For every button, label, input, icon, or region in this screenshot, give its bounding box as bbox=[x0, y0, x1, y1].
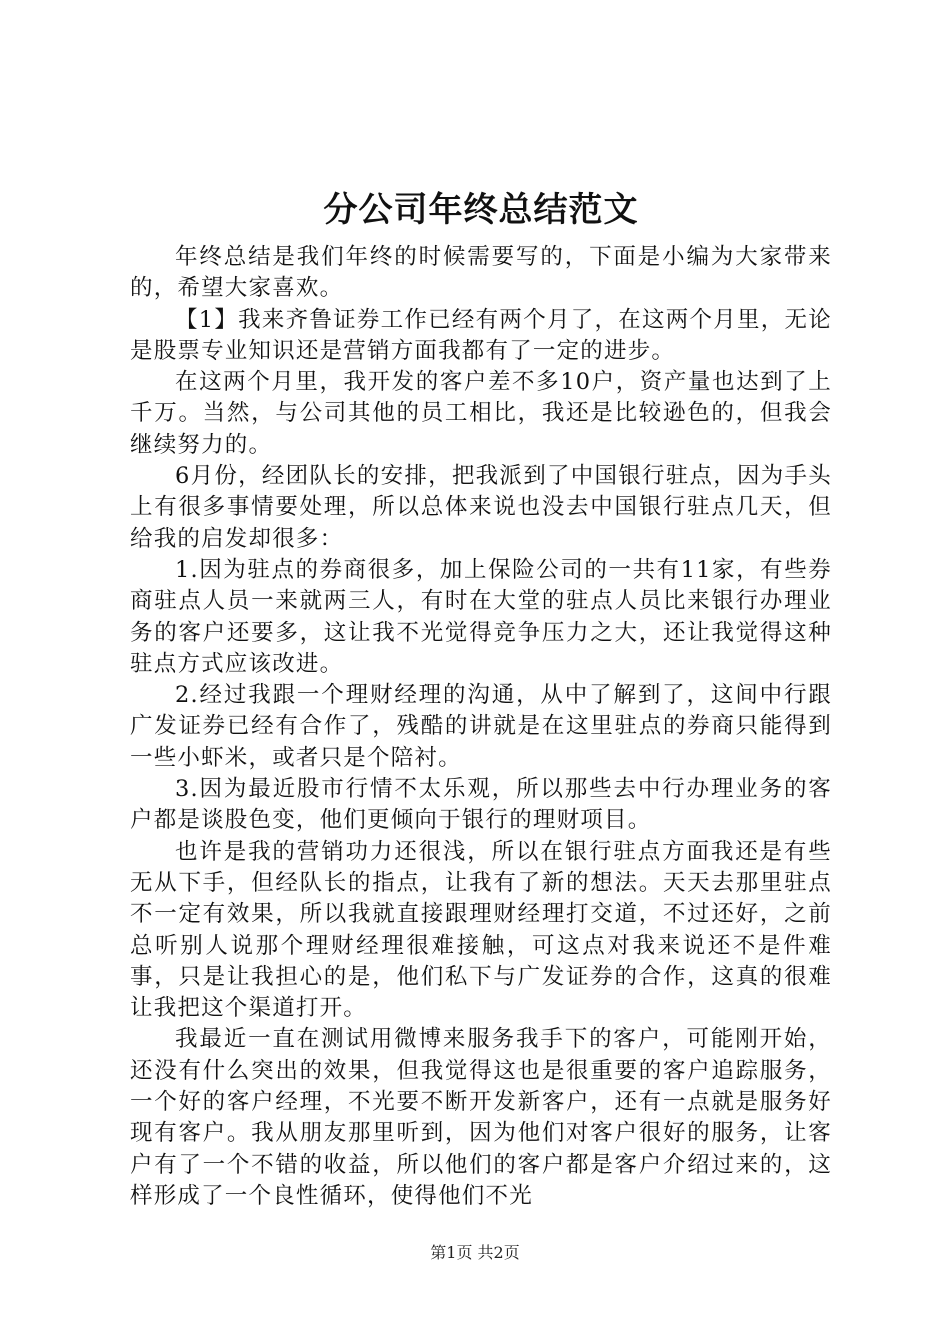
paragraph-8: 我最近一直在测试用微博来服务我手下的客户，可能刚开始，还没有什么突出的效果，但我觉得这也是很重要的客户追踪服务，一个好的客户经理，不光要不断开发新客户，还有一点就是服务好现有客户。我从朋友那里听到，因为他们对客户很好的服务，让客户有了一个不错的收益，所以他们的客户都是客户介绍过来的，这样形成了一个良性循环，使得他们不光 bbox=[130, 1026, 832, 1209]
document-page bbox=[130, 180, 832, 1212]
paragraph-1: 【1】我来齐鲁证券工作已经有两个月了，在这两个月里，无论是股票专业知识还是营销方面我都有了一定的进步。 bbox=[130, 306, 832, 364]
paragraph-3: 6月份，经团队长的安排，把我派到了中国银行驻点，因为手头上有很多事情要处理，所以总体来说也没去中国银行驻点几天，但给我的启发却很多： bbox=[130, 463, 832, 552]
paragraph-2: 在这两个月里，我开发的客户差不多10户，资产量也达到了上千万。当然，与公司其他的员工相比，我还是比较逊色的，但我会继续努力的。 bbox=[130, 369, 832, 458]
paragraph-intro: 年终总结是我们年终的时候需要写的，下面是小编为大家带来的，希望大家喜欢。 bbox=[130, 244, 832, 302]
paragraph-5: 2.经过我跟一个理财经理的沟通，从中了解到了，这间中行跟广发证券已经有合作了，残酷的讲就是在这里驻点的券商只能得到一些小虾米，或者只是个陪衬。 bbox=[130, 682, 832, 771]
paragraph-4: 1.因为驻点的券商很多，加上保险公司的一共有11家，有些券商驻点人员一来就两三人，有时在大堂的驻点人员比来银行办理业务的客户还要多，这让我不光觉得竞争压力之大，还让我觉得这种驻点方式应该改进。 bbox=[130, 556, 832, 677]
paragraph-6: 3.因为最近股市行情不太乐观，所以那些去中行办理业务的客户都是谈股色变，他们更倾向于银行的理财项目。 bbox=[130, 776, 832, 834]
paragraph-7: 也许是我的营销功力还很浅，所以在银行驻点方面我还是有些无从下手，但经队长的指点，让我有了新的想法。天天去那里驻点不一定有效果，所以我就直接跟理财经理打交道，不过还好，之前总听别人说那个理财经理很难接触，可这点对我来说还不是件难事，只是让我担心的是，他们私下与广发证券的合作，这真的很难让我把这个渠道打开。 bbox=[130, 838, 832, 1022]
page-number-footer: 第1页 共2页 bbox=[430, 1243, 520, 1262]
document-title: 分公司年终总结范文 bbox=[323, 190, 639, 230]
